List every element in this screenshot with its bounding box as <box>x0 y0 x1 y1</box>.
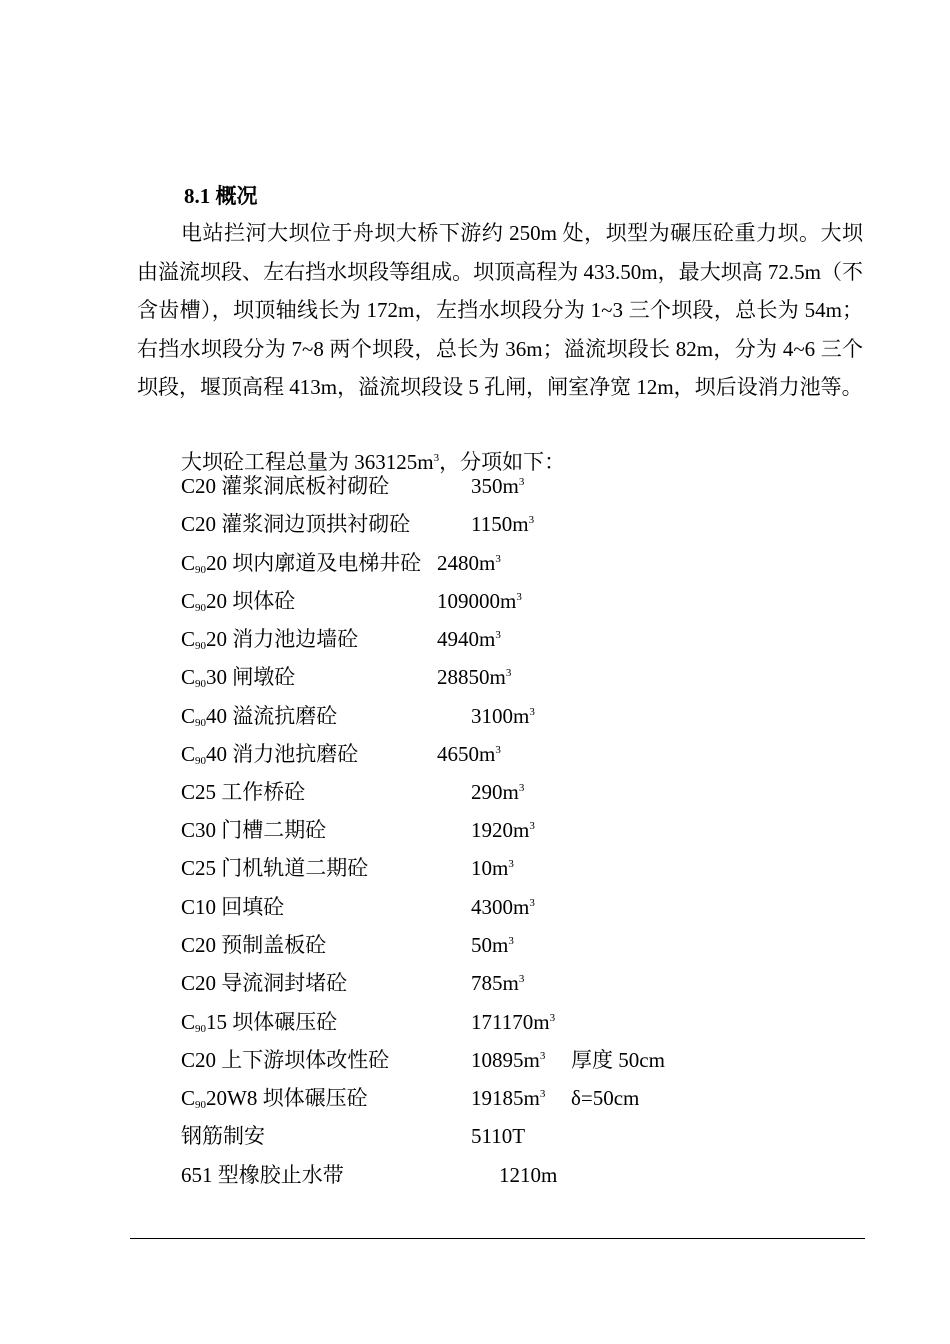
value-number: 50m <box>471 933 509 957</box>
item-value <box>471 1121 525 1151</box>
item-value <box>471 471 524 501</box>
item-name <box>181 892 284 922</box>
item-label: 门机轨道二期砼 <box>216 856 369 880</box>
value-superscript: 3 <box>528 514 535 526</box>
item-label: 灌浆洞边顶拱衬砌砼 <box>216 512 411 536</box>
grade-prefix: C <box>181 665 196 689</box>
item-label: 651 型橡胶止水带 <box>181 1163 344 1187</box>
item-value <box>471 701 535 731</box>
item-name <box>181 1083 368 1113</box>
value-number: 171170m <box>471 1010 550 1034</box>
item-value <box>471 509 534 539</box>
value-number: 10m <box>471 856 509 880</box>
grade-prefix: C20 <box>181 512 217 536</box>
value-number: 1210m <box>499 1163 558 1187</box>
grade-subscript: 90 <box>195 640 207 652</box>
grade-prefix: C30 <box>181 818 217 842</box>
grade-subscript: 90 <box>195 602 207 614</box>
value-number: 10895m <box>471 1048 540 1072</box>
item-value <box>471 1045 545 1075</box>
total-suffix: ，分项如下： <box>439 450 566 474</box>
item-name <box>181 662 295 692</box>
value-superscript: 3 <box>518 476 525 488</box>
item-value <box>471 777 524 807</box>
value-number: 3100m <box>471 704 530 728</box>
value-superscript: 3 <box>495 629 501 641</box>
grade-subscript: 90 <box>195 1099 207 1111</box>
item-label: 上下游坝体改性砼 <box>216 1048 390 1072</box>
grade-prefix: C <box>181 589 196 613</box>
item-label: 门槽二期砼 <box>216 818 327 842</box>
item-label: 预制盖板砼 <box>216 933 327 957</box>
grade-prefix: C <box>181 742 196 766</box>
item-value <box>437 624 501 654</box>
item-label: 钢筋制安 <box>181 1124 265 1148</box>
item-value <box>437 548 501 578</box>
value-superscript: 3 <box>505 667 512 679</box>
value-number: 28850m <box>437 665 506 689</box>
grade-subscript: 90 <box>195 564 207 576</box>
item-value <box>471 892 535 922</box>
value-number: 1150m <box>471 512 529 536</box>
value-superscript: 3 <box>495 553 501 565</box>
value-superscript: 3 <box>539 1088 546 1100</box>
item-label: 40 消力池抗磨砼 <box>206 742 359 766</box>
overview-paragraph: 电站拦河大坝位于舟坝大桥下游约 250m 处，坝型为碾压砼重力坝。大坝由溢流坝段、左右挡水坝段等组成。坝顶高程为 433.50m，最大坝高 72.5m（不含齿槽），坝顶轴线长为 172m，左挡水坝段分为 1~3 三个坝段，总长为 54m；右挡水坝段分为 7~8 两个坝段，总长为 36m；溢流坝段长 82m，分为 4~6 三个坝段，堰顶高程 413m，溢流坝段设 5 孔闸，闸室净宽 12m，坝后设消力池等。 <box>137 221 863 400</box>
item-name <box>181 739 358 769</box>
value-number: 19185m <box>471 1086 540 1110</box>
value-superscript: 3 <box>539 1050 546 1062</box>
item-name <box>181 701 337 731</box>
grade-subscript: 90 <box>195 755 207 767</box>
section-heading: 8.1 概况 <box>184 184 258 208</box>
item-name <box>181 853 368 883</box>
grade-prefix: C20 <box>181 933 217 957</box>
value-number: 350m <box>471 474 519 498</box>
item-value <box>471 1007 555 1037</box>
item-value <box>471 1083 545 1113</box>
value-superscript: 3 <box>549 1012 556 1024</box>
value-number: 1920m <box>471 818 530 842</box>
item-label: 20 消力池边墙砼 <box>206 627 359 651</box>
grade-prefix: C <box>181 1010 196 1034</box>
value-number: 109000m <box>437 589 517 613</box>
item-name <box>181 1007 337 1037</box>
item-name <box>181 509 410 539</box>
item-label: 20 坝内廓道及电梯井砼 <box>206 551 422 575</box>
value-number: 5110T <box>471 1124 526 1148</box>
grade-subscript: 90 <box>195 678 207 690</box>
grade-prefix: C <box>181 704 196 728</box>
grade-prefix: C <box>181 1086 196 1110</box>
grade-prefix: C25 <box>181 856 217 880</box>
grade-prefix: C25 <box>181 780 217 804</box>
value-superscript: 3 <box>518 782 525 794</box>
footer-rule <box>130 1238 865 1239</box>
grade-prefix: C <box>181 551 196 575</box>
value-number: 4940m <box>437 627 496 651</box>
item-name <box>181 1121 265 1151</box>
item-label: 导流洞封堵砼 <box>216 971 348 995</box>
item-label: 工作桥砼 <box>216 780 306 804</box>
item-name <box>181 586 295 616</box>
item-value <box>437 586 522 616</box>
value-superscript: 3 <box>495 744 501 756</box>
item-label: 20 坝体砼 <box>206 589 296 613</box>
item-name <box>181 777 305 807</box>
item-value <box>471 815 535 845</box>
grade-prefix: C <box>181 627 196 651</box>
value-number: 4650m <box>437 742 496 766</box>
value-number: 4300m <box>471 895 530 919</box>
item-value <box>471 968 524 998</box>
grade-prefix: C20 <box>181 474 217 498</box>
value-number: 290m <box>471 780 519 804</box>
item-value <box>437 662 511 692</box>
grade-prefix: C10 <box>181 895 217 919</box>
item-value <box>437 739 501 769</box>
value-superscript: 3 <box>516 591 522 603</box>
item-label: 40 溢流抗磨砼 <box>206 704 338 728</box>
grade-subscript: 90 <box>195 717 207 729</box>
item-name <box>181 548 421 578</box>
item-value <box>471 930 514 960</box>
item-name <box>181 1045 389 1075</box>
item-note: 厚度 50cm <box>571 1048 665 1072</box>
value-number: 785m <box>471 971 519 995</box>
item-label: 20W8 坝体碾压砼 <box>206 1086 368 1110</box>
total-superscript: 3 <box>433 452 440 464</box>
grade-prefix: C20 <box>181 971 217 995</box>
item-value <box>471 853 514 883</box>
item-label: 灌浆洞底板衬砌砼 <box>216 474 390 498</box>
item-name <box>181 968 347 998</box>
item-label: 15 坝体碾压砼 <box>206 1010 338 1034</box>
item-label: 回填砼 <box>216 895 285 919</box>
item-label: 30 闸墩砼 <box>206 665 296 689</box>
total-text: 大坝砼工程总量为 363125m <box>181 450 434 474</box>
value-superscript: 3 <box>529 706 535 718</box>
value-superscript: 3 <box>529 820 535 832</box>
item-name <box>181 471 389 501</box>
value-superscript: 3 <box>518 973 525 985</box>
item-value <box>499 1160 557 1190</box>
item-name <box>181 930 326 960</box>
item-note: δ=50cm <box>571 1086 640 1110</box>
value-superscript: 3 <box>508 858 514 870</box>
value-number: 2480m <box>437 551 496 575</box>
grade-subscript: 90 <box>195 1023 207 1035</box>
grade-prefix: C20 <box>181 1048 217 1072</box>
value-superscript: 3 <box>529 897 535 909</box>
value-superscript: 3 <box>508 935 514 947</box>
item-name <box>181 624 358 654</box>
item-name <box>181 815 326 845</box>
item-name <box>181 1160 344 1190</box>
